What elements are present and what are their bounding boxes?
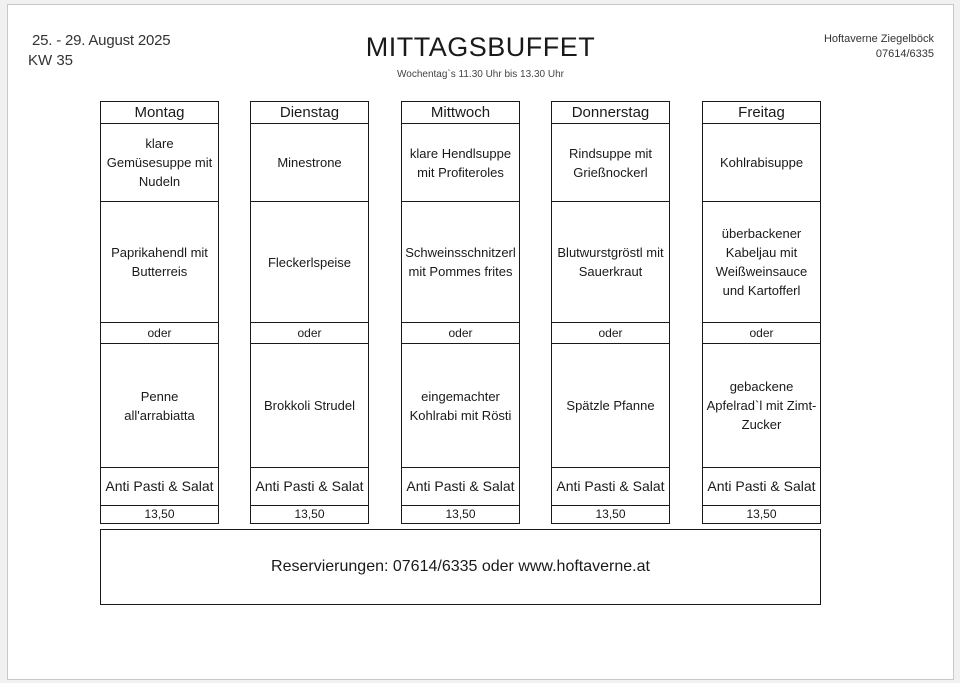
main-dish-2: Spätzle Pfanne: [552, 344, 669, 468]
day-name: Mittwoch: [402, 102, 519, 124]
day-name: Donnerstag: [552, 102, 669, 124]
company-phone: 07614/6335: [875, 48, 934, 60]
day-column-montag: [100, 101, 219, 524]
price: 13,50: [144, 507, 175, 521]
side-dish: Anti Pasti & Salat: [552, 468, 669, 506]
side-dish: Anti Pasti & Salat: [251, 468, 368, 506]
side-dish: Anti Pasti & Salat: [101, 468, 218, 506]
soup-cell: Rindsuppe mit Grießnockerl: [552, 124, 669, 202]
soup-cell: klare Gemüsesuppe mit Nudeln: [101, 124, 218, 202]
company-name: Hoftaverne Ziegelböck: [823, 33, 934, 45]
date-range: 25. - 29. August 2025: [32, 32, 171, 49]
page-subtitle: Wochentag`s 11.30 Uhr bis 13.30 Uhr: [397, 69, 564, 80]
side-dish: Anti Pasti & Salat: [703, 468, 820, 506]
reservation-text: Reservierungen: 07614/6335 oder www.hoftaverne.at: [271, 558, 650, 575]
price: 13,50: [445, 507, 476, 521]
day-column-donnerstag: [551, 101, 670, 524]
main-dish-1: Paprikahendl mit Butterreis: [101, 202, 218, 323]
soup-cell: Kohlrabisuppe: [703, 124, 820, 202]
day-name: Dienstag: [251, 102, 368, 124]
or-separator: oder: [101, 323, 218, 344]
main-dish-1: Fleckerlspeise: [251, 202, 368, 323]
or-separator: oder: [703, 323, 820, 344]
day-name: Montag: [101, 102, 218, 124]
price: 13,50: [746, 507, 777, 521]
reservation-box: [100, 529, 821, 605]
main-dish-1: überbackener Kabeljau mit Weißweinsauce und Kartofferl: [703, 202, 820, 323]
main-dish-2: eingemachter Kohlrabi mit Rösti: [402, 344, 519, 468]
price: 13,50: [595, 507, 626, 521]
main-dish-2: gebackene Apfelrad`l mit Zimt-Zucker: [703, 344, 820, 468]
day-name: Freitag: [703, 102, 820, 124]
day-column-freitag: [702, 101, 821, 524]
company-info: [824, 32, 934, 62]
price: 13,50: [294, 507, 325, 521]
day-column-mittwoch: [401, 101, 520, 524]
soup-cell: Minestrone: [251, 124, 368, 202]
or-separator: oder: [552, 323, 669, 344]
soup-cell: klare Hendlsuppe mit Profiteroles: [402, 124, 519, 202]
menu-sheet: [7, 4, 954, 680]
main-dish-1: Blutwurstgröstl mit Sauerkraut: [552, 202, 669, 323]
or-separator: oder: [251, 323, 368, 344]
page-title: MITTAGSBUFFET: [365, 32, 596, 62]
main-dish-2: Brokkoli Strudel: [251, 344, 368, 468]
side-dish: Anti Pasti & Salat: [402, 468, 519, 506]
main-dish-1: Schweinsschnitzerl mit Pommes frites: [402, 202, 519, 323]
or-separator: oder: [402, 323, 519, 344]
day-column-dienstag: [250, 101, 369, 524]
calendar-week: KW 35: [28, 52, 74, 69]
main-dish-2: Penne all'arrabiatta: [101, 344, 218, 468]
